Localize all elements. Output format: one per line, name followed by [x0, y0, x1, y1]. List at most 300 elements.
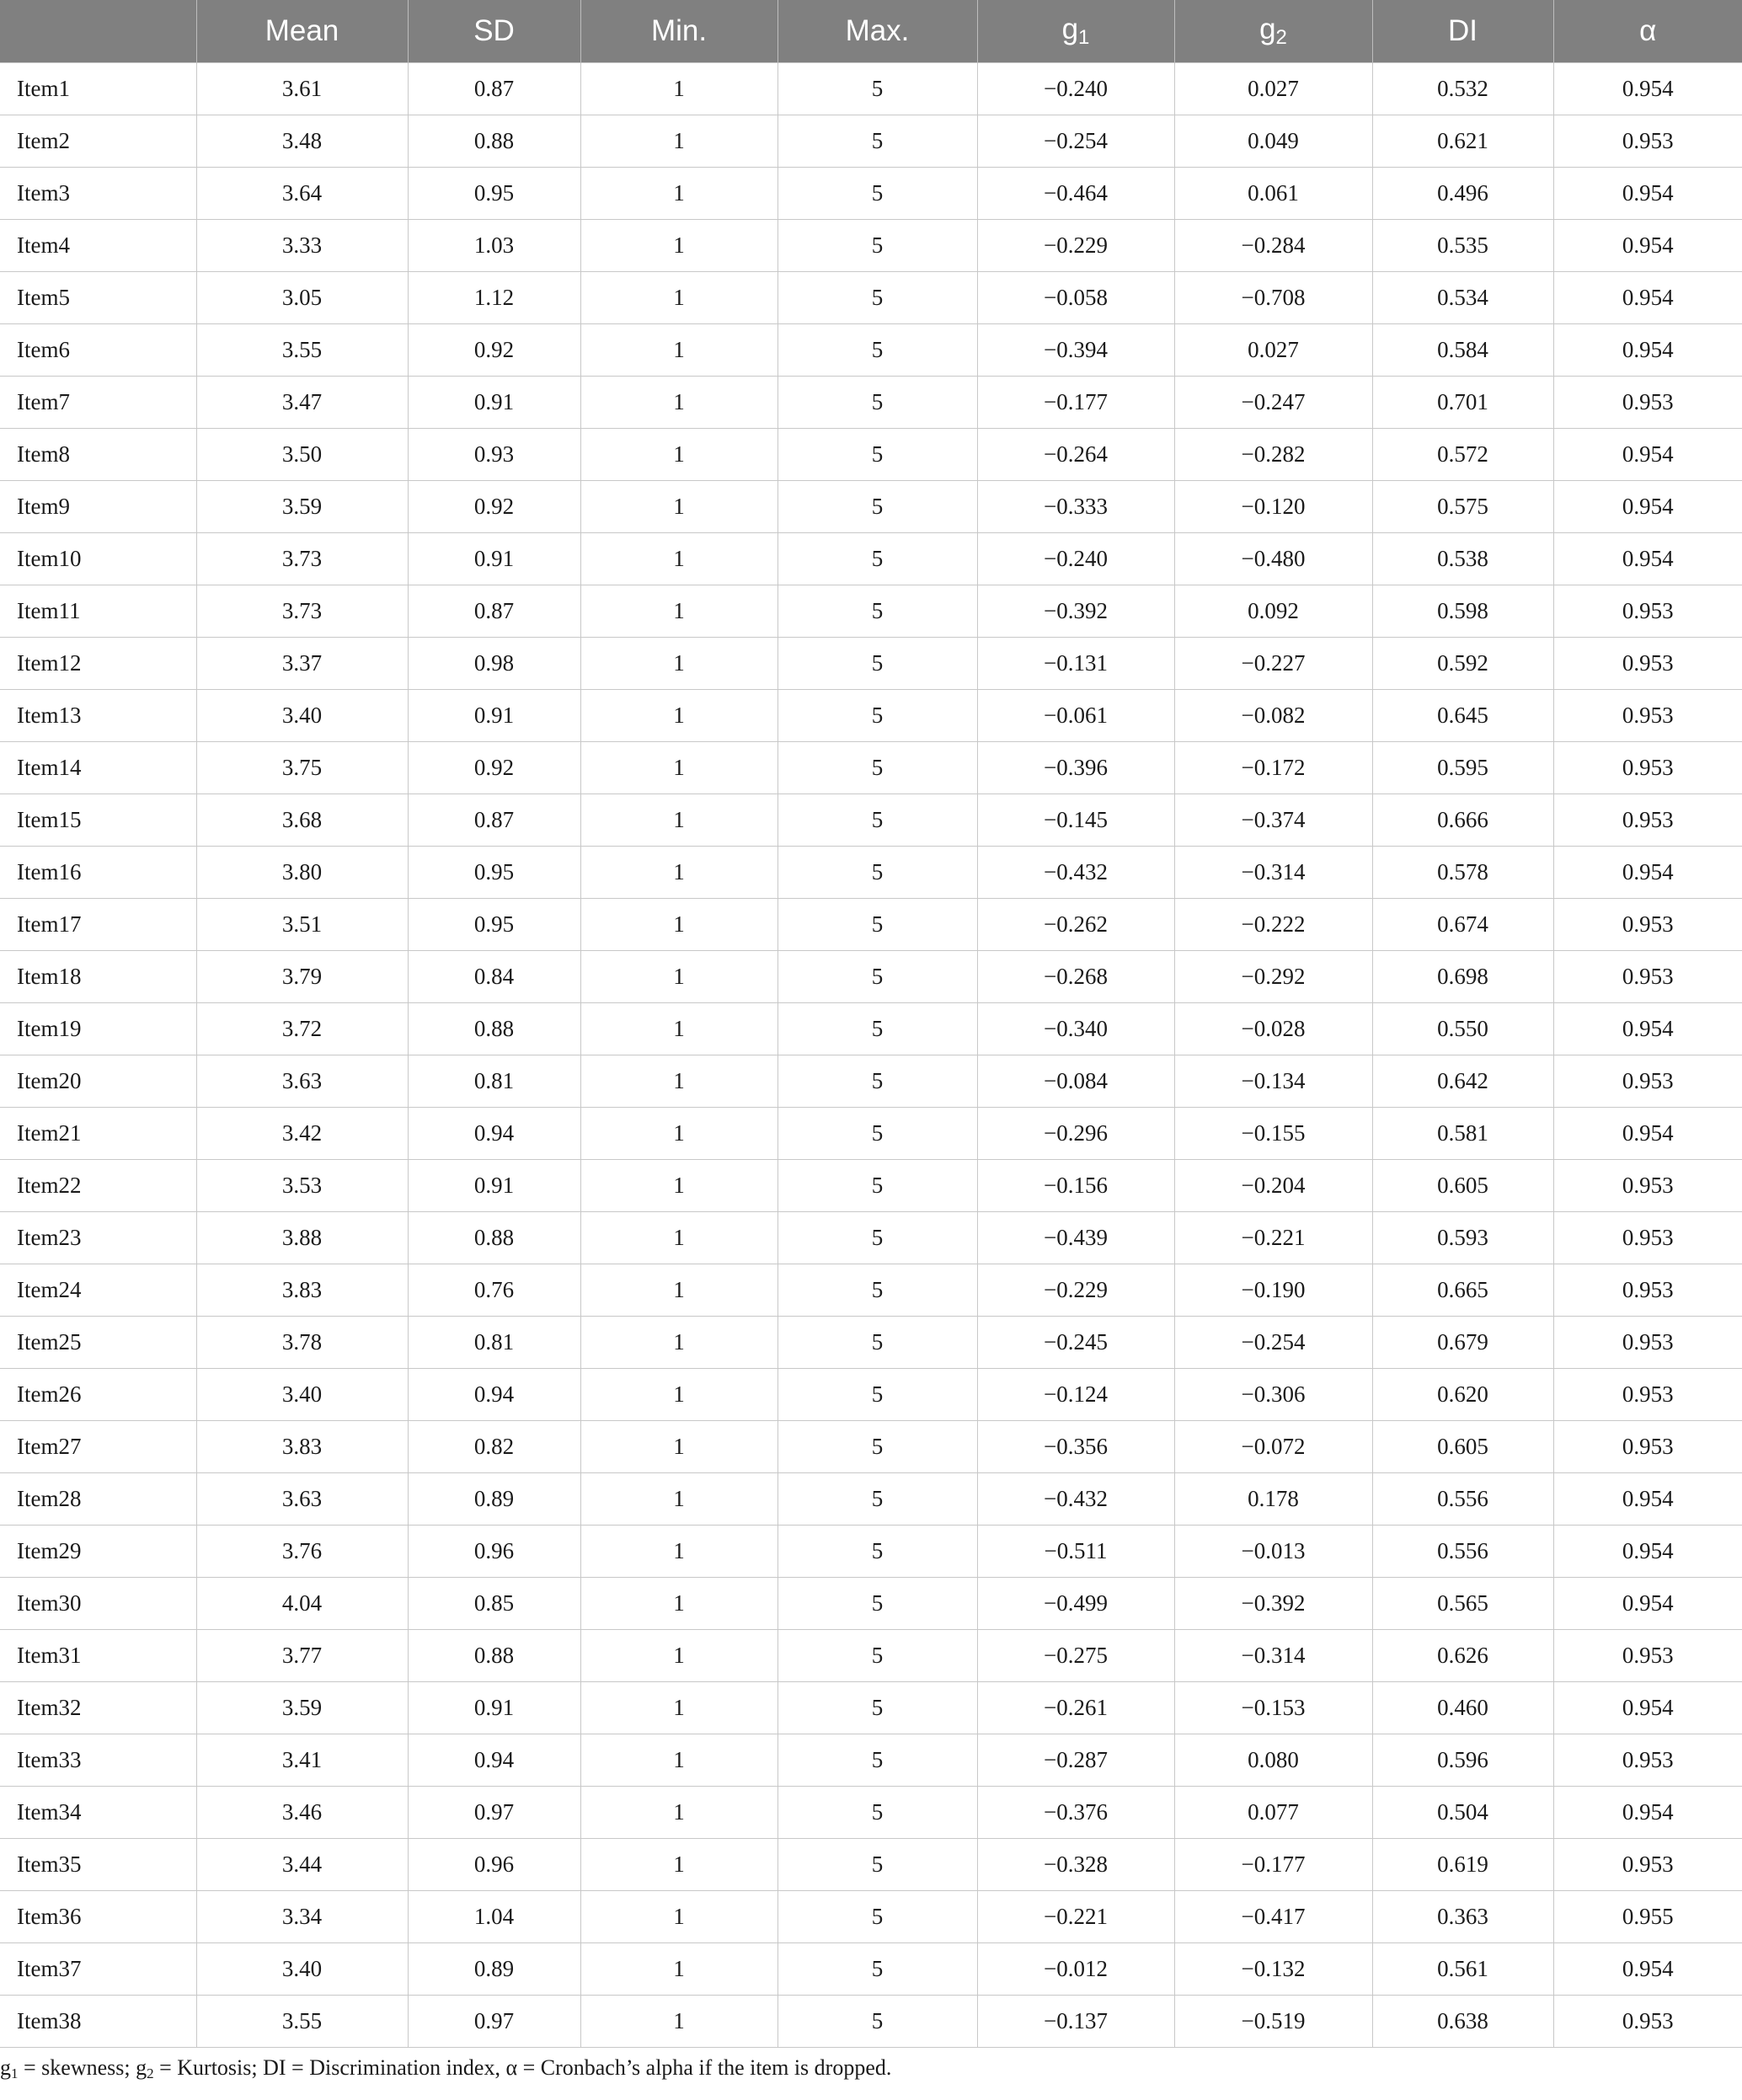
table-cell-kurtosis-col: 0.077: [1174, 1787, 1372, 1839]
table-cell-mean-col: 3.75: [196, 742, 408, 794]
table-cell-di-col: 0.642: [1372, 1055, 1553, 1108]
table-cell-item-col: Item31: [0, 1630, 196, 1682]
table-cell-min-col: 1: [580, 1108, 777, 1160]
table-cell-kurtosis-col: −0.222: [1174, 899, 1372, 951]
table-cell-max-col: 5: [777, 1160, 977, 1212]
table-cell-alpha-col: 0.954: [1553, 1578, 1742, 1630]
table-cell-item-col: Item34: [0, 1787, 196, 1839]
table-row: [0, 1891, 1742, 1943]
table-cell-sd-col: 1.03: [408, 220, 580, 272]
table-cell-sd-col: 0.91: [408, 377, 580, 429]
table-cell-skewness-col: −0.296: [977, 1108, 1174, 1160]
table-cell-alpha-col: 0.954: [1553, 1682, 1742, 1734]
table-row: [0, 585, 1742, 638]
table-cell-min-col: 1: [580, 1160, 777, 1212]
table-cell-mean-col: 3.79: [196, 951, 408, 1003]
table-cell-item-col: Item20: [0, 1055, 196, 1108]
table-cell-di-col: 0.556: [1372, 1473, 1553, 1526]
table-cell-min-col: 1: [580, 115, 777, 168]
table-cell-max-col: 5: [777, 1003, 977, 1055]
table-cell-alpha-col: 0.954: [1553, 324, 1742, 377]
table-cell-kurtosis-col: 0.027: [1174, 63, 1372, 115]
table-cell-alpha-col: 0.953: [1553, 690, 1742, 742]
table-cell-min-col: 1: [580, 794, 777, 847]
table-cell-kurtosis-col: −0.132: [1174, 1943, 1372, 1996]
table-cell-min-col: 1: [580, 847, 777, 899]
table-cell-alpha-col: 0.954: [1553, 1943, 1742, 1996]
table-cell-skewness-col: −0.511: [977, 1526, 1174, 1578]
table-cell-mean-col: 3.41: [196, 1734, 408, 1787]
table-cell-item-col: Item17: [0, 899, 196, 951]
table-cell-kurtosis-col: −0.153: [1174, 1682, 1372, 1734]
table-cell-item-col: Item21: [0, 1108, 196, 1160]
table-cell-skewness-col: −0.124: [977, 1369, 1174, 1421]
table-header-row: [0, 0, 1742, 63]
table-cell-item-col: Item19: [0, 1003, 196, 1055]
table-cell-mean-col: 3.83: [196, 1421, 408, 1473]
table-cell-alpha-col: 0.953: [1553, 899, 1742, 951]
table-cell-sd-col: 0.87: [408, 585, 580, 638]
table-cell-alpha-col: 0.953: [1553, 115, 1742, 168]
table-cell-sd-col: 0.98: [408, 638, 580, 690]
table-cell-alpha-col: 0.953: [1553, 1421, 1742, 1473]
table-row: [0, 742, 1742, 794]
table-cell-min-col: 1: [580, 533, 777, 585]
table-cell-skewness-col: −0.145: [977, 794, 1174, 847]
table-cell-kurtosis-col: −0.190: [1174, 1264, 1372, 1317]
table-cell-max-col: 5: [777, 533, 977, 585]
table-cell-min-col: 1: [580, 585, 777, 638]
table-row: [0, 1630, 1742, 1682]
table-cell-skewness-col: −0.464: [977, 168, 1174, 220]
table-cell-skewness-col: −0.137: [977, 1996, 1174, 2048]
table-cell-alpha-col: 0.953: [1553, 638, 1742, 690]
table-cell-mean-col: 3.40: [196, 1369, 408, 1421]
table-cell-min-col: 1: [580, 1317, 777, 1369]
table-row: [0, 1160, 1742, 1212]
table-cell-item-col: Item37: [0, 1943, 196, 1996]
column-header-skewness-col: [977, 0, 1174, 63]
table-row: [0, 1473, 1742, 1526]
table-cell-kurtosis-col: −0.708: [1174, 272, 1372, 324]
table-cell-max-col: 5: [777, 1473, 977, 1526]
table-cell-skewness-col: −0.499: [977, 1578, 1174, 1630]
table-cell-alpha-col: 0.953: [1553, 1160, 1742, 1212]
table-cell-max-col: 5: [777, 115, 977, 168]
table-cell-sd-col: 0.95: [408, 168, 580, 220]
table-row: [0, 1787, 1742, 1839]
table-cell-di-col: 0.593: [1372, 1212, 1553, 1264]
table-cell-item-col: Item2: [0, 115, 196, 168]
table-cell-skewness-col: −0.333: [977, 481, 1174, 533]
table-cell-max-col: 5: [777, 1943, 977, 1996]
table-cell-di-col: 0.556: [1372, 1526, 1553, 1578]
table-cell-skewness-col: −0.328: [977, 1839, 1174, 1891]
table-body: [0, 63, 1742, 2048]
table-cell-sd-col: 0.89: [408, 1943, 580, 1996]
table-cell-mean-col: 3.46: [196, 1787, 408, 1839]
column-header-label: DI: [1448, 14, 1477, 47]
table-cell-max-col: 5: [777, 1526, 977, 1578]
table-cell-item-col: Item15: [0, 794, 196, 847]
table-cell-alpha-col: 0.954: [1553, 272, 1742, 324]
footnote-subscript: 2: [147, 2065, 154, 2081]
table-cell-mean-col: 3.53: [196, 1160, 408, 1212]
table-row: [0, 377, 1742, 429]
table-cell-min-col: 1: [580, 220, 777, 272]
table-row: [0, 1108, 1742, 1160]
table-cell-di-col: 0.592: [1372, 638, 1553, 690]
table-cell-mean-col: 3.63: [196, 1055, 408, 1108]
table-cell-mean-col: 3.88: [196, 1212, 408, 1264]
table-row: [0, 481, 1742, 533]
table-cell-item-col: Item8: [0, 429, 196, 481]
table-cell-alpha-col: 0.953: [1553, 1264, 1742, 1317]
table-cell-kurtosis-col: −0.013: [1174, 1526, 1372, 1578]
table-cell-mean-col: 3.42: [196, 1108, 408, 1160]
table-cell-item-col: Item36: [0, 1891, 196, 1943]
table-cell-mean-col: 3.61: [196, 63, 408, 115]
table-cell-min-col: 1: [580, 1369, 777, 1421]
table-cell-di-col: 0.460: [1372, 1682, 1553, 1734]
table-cell-min-col: 1: [580, 1734, 777, 1787]
table-cell-di-col: 0.598: [1372, 585, 1553, 638]
table-cell-min-col: 1: [580, 1055, 777, 1108]
table-cell-kurtosis-col: −0.314: [1174, 1630, 1372, 1682]
table-cell-sd-col: 0.93: [408, 429, 580, 481]
table-cell-max-col: 5: [777, 794, 977, 847]
table-row: [0, 847, 1742, 899]
table-cell-sd-col: 0.91: [408, 690, 580, 742]
table-cell-sd-col: 0.81: [408, 1055, 580, 1108]
table-cell-item-col: Item29: [0, 1526, 196, 1578]
table-cell-max-col: 5: [777, 1055, 977, 1108]
table-cell-max-col: 5: [777, 324, 977, 377]
table-cell-max-col: 5: [777, 220, 977, 272]
footnote-text: g: [0, 2055, 11, 2080]
table-cell-item-col: Item33: [0, 1734, 196, 1787]
table-cell-max-col: 5: [777, 1891, 977, 1943]
table-cell-sd-col: 0.96: [408, 1526, 580, 1578]
table-cell-sd-col: 0.92: [408, 481, 580, 533]
table-cell-item-col: Item26: [0, 1369, 196, 1421]
table-cell-alpha-col: 0.953: [1553, 1317, 1742, 1369]
table-cell-sd-col: 0.87: [408, 63, 580, 115]
table-cell-di-col: 0.645: [1372, 690, 1553, 742]
table-cell-skewness-col: −0.439: [977, 1212, 1174, 1264]
table-cell-kurtosis-col: 0.080: [1174, 1734, 1372, 1787]
table-cell-alpha-col: 0.954: [1553, 429, 1742, 481]
table-cell-mean-col: 3.50: [196, 429, 408, 481]
table-row: [0, 1003, 1742, 1055]
table-cell-alpha-col: 0.953: [1553, 1212, 1742, 1264]
table-cell-kurtosis-col: −0.028: [1174, 1003, 1372, 1055]
table-cell-skewness-col: −0.432: [977, 1473, 1174, 1526]
table-cell-sd-col: 0.91: [408, 1682, 580, 1734]
table-cell-mean-col: 3.05: [196, 272, 408, 324]
table-row: [0, 272, 1742, 324]
table-cell-di-col: 0.595: [1372, 742, 1553, 794]
table-cell-sd-col: 0.88: [408, 1212, 580, 1264]
table-cell-sd-col: 0.94: [408, 1734, 580, 1787]
table-cell-max-col: 5: [777, 1630, 977, 1682]
table-cell-skewness-col: −0.156: [977, 1160, 1174, 1212]
table-cell-kurtosis-col: −0.247: [1174, 377, 1372, 429]
table-cell-mean-col: 3.59: [196, 481, 408, 533]
table-cell-skewness-col: −0.221: [977, 1891, 1174, 1943]
table-cell-item-col: Item30: [0, 1578, 196, 1630]
column-header-min-col: [580, 0, 777, 63]
table-cell-sd-col: 0.96: [408, 1839, 580, 1891]
table-cell-di-col: 0.596: [1372, 1734, 1553, 1787]
table-cell-max-col: 5: [777, 63, 977, 115]
table-cell-alpha-col: 0.953: [1553, 742, 1742, 794]
table-cell-sd-col: 0.92: [408, 324, 580, 377]
table-cell-kurtosis-col: −0.292: [1174, 951, 1372, 1003]
table-cell-min-col: 1: [580, 1003, 777, 1055]
table-cell-kurtosis-col: −0.374: [1174, 794, 1372, 847]
table-row: [0, 63, 1742, 115]
table-cell-di-col: 0.605: [1372, 1160, 1553, 1212]
table-cell-kurtosis-col: −0.254: [1174, 1317, 1372, 1369]
column-header-label: α: [1639, 14, 1657, 47]
table-cell-sd-col: 0.82: [408, 1421, 580, 1473]
table-cell-mean-col: 3.73: [196, 585, 408, 638]
table-cell-skewness-col: −0.392: [977, 585, 1174, 638]
table-cell-di-col: 0.538: [1372, 533, 1553, 585]
table-cell-max-col: 5: [777, 742, 977, 794]
table-row: [0, 638, 1742, 690]
table-cell-min-col: 1: [580, 1891, 777, 1943]
table-cell-item-col: Item7: [0, 377, 196, 429]
table-cell-min-col: 1: [580, 1421, 777, 1473]
column-header-label: Max.: [845, 14, 910, 47]
table-cell-min-col: 1: [580, 1943, 777, 1996]
table-cell-mean-col: 3.51: [196, 899, 408, 951]
column-header-label: Min.: [650, 14, 708, 47]
table-cell-sd-col: 0.92: [408, 742, 580, 794]
table-cell-skewness-col: −0.245: [977, 1317, 1174, 1369]
table-cell-di-col: 0.578: [1372, 847, 1553, 899]
table-cell-alpha-col: 0.953: [1553, 794, 1742, 847]
table-cell-alpha-col: 0.955: [1553, 1891, 1742, 1943]
table-cell-alpha-col: 0.953: [1553, 951, 1742, 1003]
table-cell-max-col: 5: [777, 638, 977, 690]
table-cell-mean-col: 3.48: [196, 115, 408, 168]
table-cell-alpha-col: 0.953: [1553, 1630, 1742, 1682]
footnote-subscript: 1: [11, 2065, 19, 2081]
table-row: [0, 220, 1742, 272]
table-cell-kurtosis-col: −0.480: [1174, 533, 1372, 585]
table-cell-max-col: 5: [777, 690, 977, 742]
table-cell-kurtosis-col: −0.227: [1174, 638, 1372, 690]
table-row: [0, 1421, 1742, 1473]
table-cell-min-col: 1: [580, 638, 777, 690]
column-header-alpha-col: [1553, 0, 1742, 63]
table-cell-item-col: Item24: [0, 1264, 196, 1317]
table-cell-min-col: 1: [580, 481, 777, 533]
table-cell-item-col: Item25: [0, 1317, 196, 1369]
table-row: [0, 324, 1742, 377]
table-cell-max-col: 5: [777, 1264, 977, 1317]
table-cell-alpha-col: 0.953: [1553, 1055, 1742, 1108]
column-header-subscript: 2: [1275, 26, 1287, 49]
table-cell-sd-col: 0.97: [408, 1787, 580, 1839]
table-cell-di-col: 0.584: [1372, 324, 1553, 377]
table-cell-kurtosis-col: −0.221: [1174, 1212, 1372, 1264]
table-row: [0, 115, 1742, 168]
column-header-sd-col: [408, 0, 580, 63]
table-cell-max-col: 5: [777, 1734, 977, 1787]
table-cell-sd-col: 0.76: [408, 1264, 580, 1317]
table-cell-di-col: 0.504: [1372, 1787, 1553, 1839]
table-cell-kurtosis-col: 0.061: [1174, 168, 1372, 220]
table-cell-min-col: 1: [580, 1630, 777, 1682]
column-header-label: g: [1259, 13, 1276, 45]
table-cell-skewness-col: −0.376: [977, 1787, 1174, 1839]
table-cell-kurtosis-col: 0.178: [1174, 1473, 1372, 1526]
column-header-label: g: [1061, 13, 1079, 45]
table-cell-kurtosis-col: −0.134: [1174, 1055, 1372, 1108]
table-cell-min-col: 1: [580, 272, 777, 324]
table-cell-item-col: Item5: [0, 272, 196, 324]
table-cell-mean-col: 3.44: [196, 1839, 408, 1891]
table-cell-skewness-col: −0.084: [977, 1055, 1174, 1108]
column-header-mean-col: [196, 0, 408, 63]
table-cell-di-col: 0.620: [1372, 1369, 1553, 1421]
table-cell-alpha-col: 0.953: [1553, 585, 1742, 638]
table-cell-kurtosis-col: −0.519: [1174, 1996, 1372, 2048]
table-cell-skewness-col: −0.240: [977, 533, 1174, 585]
table-cell-max-col: 5: [777, 272, 977, 324]
table-cell-max-col: 5: [777, 1839, 977, 1891]
table-row: [0, 1264, 1742, 1317]
table-cell-di-col: 0.605: [1372, 1421, 1553, 1473]
table-cell-di-col: 0.581: [1372, 1108, 1553, 1160]
table-cell-sd-col: 0.97: [408, 1996, 580, 2048]
table-cell-item-col: Item27: [0, 1421, 196, 1473]
table-cell-kurtosis-col: −0.120: [1174, 481, 1372, 533]
table-cell-min-col: 1: [580, 1473, 777, 1526]
table-cell-kurtosis-col: −0.314: [1174, 847, 1372, 899]
table-cell-kurtosis-col: 0.049: [1174, 115, 1372, 168]
table-cell-item-col: Item6: [0, 324, 196, 377]
table-cell-di-col: 0.363: [1372, 1891, 1553, 1943]
column-header-item-col: [0, 0, 196, 63]
table-row: [0, 1996, 1742, 2048]
table-cell-max-col: 5: [777, 1421, 977, 1473]
table-cell-di-col: 0.535: [1372, 220, 1553, 272]
footnote-text: = Kurtosis; DI = Discrimination index, α = Cronbach’s alpha if the item is dropped.: [153, 2055, 892, 2080]
table-cell-max-col: 5: [777, 847, 977, 899]
table-row: [0, 1839, 1742, 1891]
table-cell-mean-col: 3.34: [196, 1891, 408, 1943]
table-footnote: [0, 2055, 891, 2082]
table-cell-di-col: 0.665: [1372, 1264, 1553, 1317]
table-cell-kurtosis-col: −0.172: [1174, 742, 1372, 794]
table-cell-item-col: Item18: [0, 951, 196, 1003]
table-cell-sd-col: 0.88: [408, 1003, 580, 1055]
table-cell-item-col: Item12: [0, 638, 196, 690]
table-cell-min-col: 1: [580, 951, 777, 1003]
table-cell-kurtosis-col: −0.082: [1174, 690, 1372, 742]
table-row: [0, 429, 1742, 481]
table-cell-item-col: Item28: [0, 1473, 196, 1526]
table-cell-item-col: Item32: [0, 1682, 196, 1734]
table-cell-skewness-col: −0.268: [977, 951, 1174, 1003]
table-cell-kurtosis-col: −0.284: [1174, 220, 1372, 272]
table-cell-max-col: 5: [777, 481, 977, 533]
table-cell-mean-col: 3.83: [196, 1264, 408, 1317]
table-cell-item-col: Item22: [0, 1160, 196, 1212]
table-cell-di-col: 0.496: [1372, 168, 1553, 220]
table-cell-min-col: 1: [580, 1839, 777, 1891]
table-cell-item-col: Item14: [0, 742, 196, 794]
table-cell-skewness-col: −0.058: [977, 272, 1174, 324]
table-row: [0, 1734, 1742, 1787]
column-header-label: SD: [473, 14, 515, 47]
table-row: [0, 533, 1742, 585]
table-cell-mean-col: 3.55: [196, 324, 408, 377]
table-cell-min-col: 1: [580, 1996, 777, 2048]
table-cell-mean-col: 3.33: [196, 220, 408, 272]
table-cell-sd-col: 1.04: [408, 1891, 580, 1943]
table-cell-alpha-col: 0.953: [1553, 1734, 1742, 1787]
table-cell-skewness-col: −0.356: [977, 1421, 1174, 1473]
table-cell-skewness-col: −0.287: [977, 1734, 1174, 1787]
table-cell-alpha-col: 0.953: [1553, 1996, 1742, 2048]
table-cell-skewness-col: −0.264: [977, 429, 1174, 481]
table-cell-skewness-col: −0.061: [977, 690, 1174, 742]
table-cell-skewness-col: −0.340: [977, 1003, 1174, 1055]
table-cell-max-col: 5: [777, 1317, 977, 1369]
table-row: [0, 1055, 1742, 1108]
table-cell-skewness-col: −0.396: [977, 742, 1174, 794]
table-cell-item-col: Item16: [0, 847, 196, 899]
table-cell-min-col: 1: [580, 1212, 777, 1264]
table-cell-skewness-col: −0.229: [977, 1264, 1174, 1317]
table-cell-item-col: Item11: [0, 585, 196, 638]
table-cell-min-col: 1: [580, 324, 777, 377]
table-cell-alpha-col: 0.954: [1553, 220, 1742, 272]
table-cell-kurtosis-col: −0.177: [1174, 1839, 1372, 1891]
column-header-label: Mean: [265, 14, 339, 47]
table-cell-mean-col: 3.37: [196, 638, 408, 690]
table-cell-di-col: 0.561: [1372, 1943, 1553, 1996]
table-cell-min-col: 1: [580, 1578, 777, 1630]
table-cell-mean-col: 3.77: [196, 1630, 408, 1682]
table-cell-di-col: 0.534: [1372, 272, 1553, 324]
table-cell-skewness-col: −0.240: [977, 63, 1174, 115]
table-cell-mean-col: 4.04: [196, 1578, 408, 1630]
table-cell-max-col: 5: [777, 377, 977, 429]
table-cell-alpha-col: 0.954: [1553, 1787, 1742, 1839]
table-cell-mean-col: 3.40: [196, 690, 408, 742]
table-cell-di-col: 0.666: [1372, 794, 1553, 847]
table-cell-sd-col: 0.94: [408, 1108, 580, 1160]
table-row: [0, 1578, 1742, 1630]
table-cell-di-col: 0.621: [1372, 115, 1553, 168]
table-cell-skewness-col: −0.275: [977, 1630, 1174, 1682]
table-row: [0, 1526, 1742, 1578]
table-cell-item-col: Item35: [0, 1839, 196, 1891]
table-cell-min-col: 1: [580, 1526, 777, 1578]
footnote-text: = skewness; g: [18, 2055, 147, 2080]
table-cell-max-col: 5: [777, 1787, 977, 1839]
column-header-max-col: [777, 0, 977, 63]
table-cell-item-col: Item10: [0, 533, 196, 585]
table-cell-mean-col: 3.59: [196, 1682, 408, 1734]
